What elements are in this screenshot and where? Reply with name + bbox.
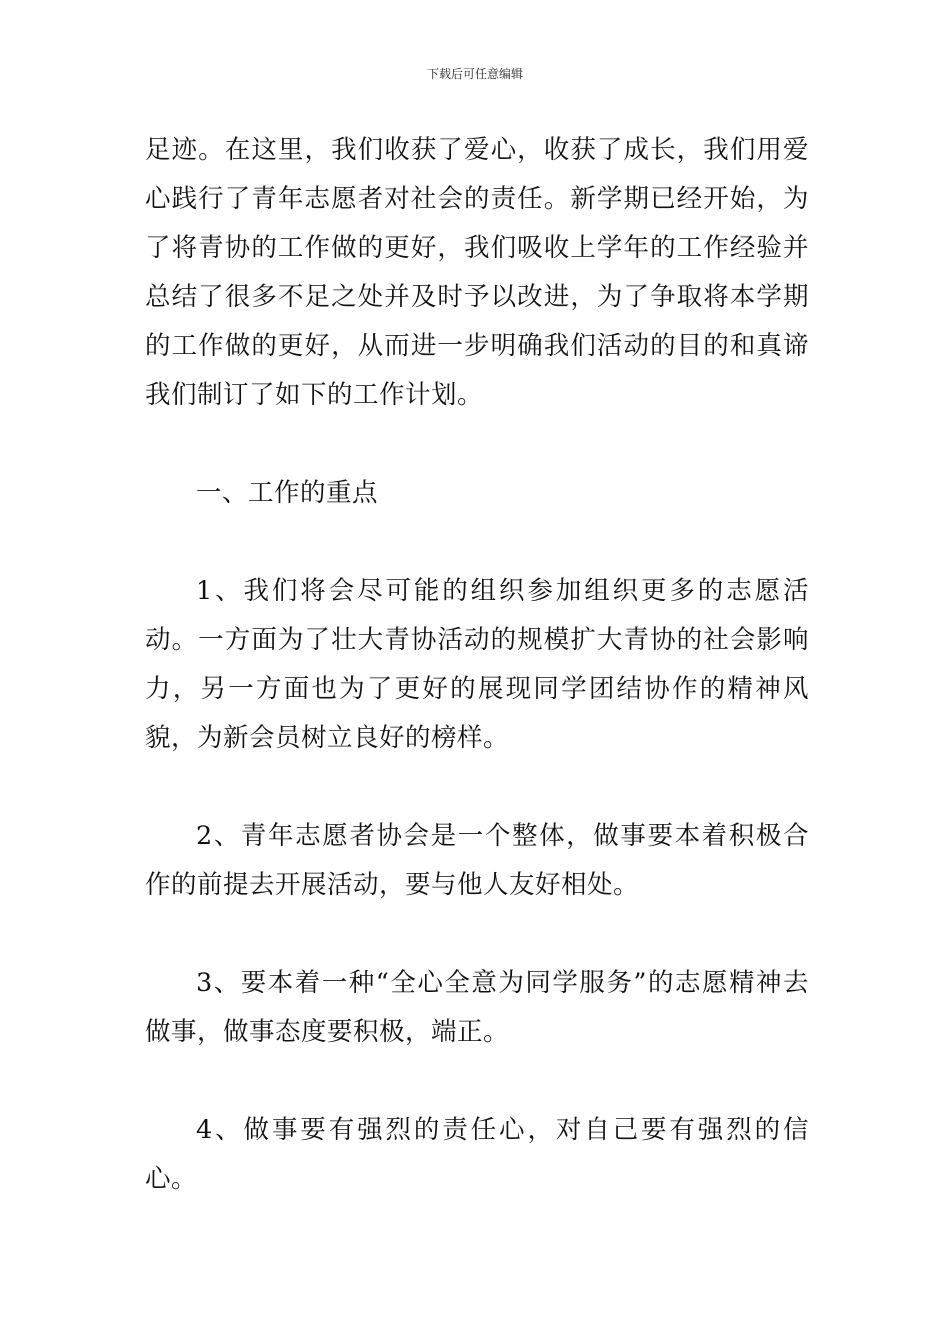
document-body bbox=[145, 126, 809, 1204]
list-item: 4、做事要有强烈的责任心，对自己要有强烈的信心。 bbox=[145, 1115, 809, 1194]
list-item: 3、要本着一种“全心全意为同学服务”的志愿精神去做事，做事态度要积极，端正。 bbox=[145, 968, 809, 1047]
section-heading: 一、工作的重点 bbox=[196, 478, 379, 508]
intro-paragraph: 足迹。在这里，我们收获了爱心，收获了成长，我们用爱心践行了青年志愿者对社会的责任。新学期已经开始，为了将青协的工作做的更好，我们吸收上学年的工作经验并总结了很多不足之处并及时予以改进，为了争取将本学期的工作做的更好，从而进一步明确我们活动的目的和真谛我们制订了如下的工作计划。 bbox=[145, 135, 809, 410]
list-item: 1、我们将会尽可能的组织参加组织更多的志愿活动。一方面为了壮大青协活动的规模扩大青协的社会影响力，另一方面也为了更好的展现同学团结协作的精神风貌，为新会员树立良好的榜样。 bbox=[145, 576, 809, 753]
list-item: 2、青年志愿者协会是一个整体，做事要本着积极合作的前提去开展活动，要与他人友好相处。 bbox=[145, 821, 809, 900]
page-header: 下载后可任意编辑 bbox=[426, 67, 523, 81]
